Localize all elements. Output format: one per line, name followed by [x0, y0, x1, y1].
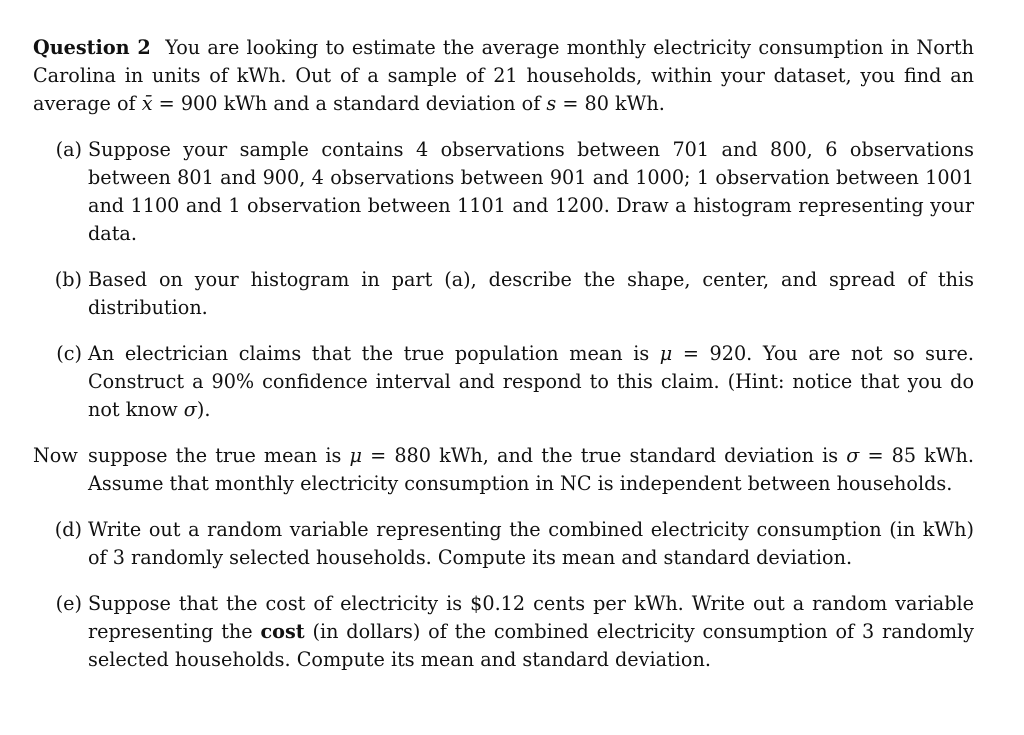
part-b-label: (b) [54, 268, 82, 291]
now-sigma-symbol: σ [846, 444, 860, 467]
now-label: Now [33, 444, 78, 467]
question-label: Question 2 [33, 36, 151, 59]
now-mu-symbol: μ [349, 444, 362, 467]
xbar-symbol: x̄ [141, 92, 153, 115]
part-d-label: (d) [54, 518, 82, 541]
intro-text-2: = 900 kWh and a standard deviation of [152, 92, 547, 115]
question-intro [33, 34, 974, 118]
part-e-label: (e) [55, 592, 82, 615]
part-e [33, 590, 974, 674]
part-c-mu-symbol: μ [659, 342, 673, 365]
part-b [33, 266, 974, 322]
now-text [88, 442, 974, 498]
part-e-bold-word: cost [260, 620, 305, 643]
document-page [33, 34, 974, 692]
now-text-3: = 85 kWh. Assume that monthly electricity consumption in NC is independent between households. [88, 444, 974, 495]
part-a-label: (a) [55, 138, 82, 161]
now-text-2: = 880 kWh, and the true standard deviation is [362, 444, 847, 467]
s-symbol: s [546, 92, 557, 115]
part-c-sigma-symbol: σ [183, 398, 197, 421]
part-a [33, 136, 974, 248]
part-d [33, 516, 974, 572]
part-c [33, 340, 974, 424]
part-c-text-3: ). [196, 398, 211, 421]
part-c-text-1: An electrician claims that the true population mean is [88, 342, 660, 365]
part-e-text-1: Suppose that the cost of electricity is $0.12 cents per kWh. Write out a random variable representing the [88, 592, 974, 643]
now-statement [33, 442, 974, 498]
part-d-text: Write out a random variable representing the combined electricity consumption (in kWh) of 3 randomly selected households. Compute its mean and standard deviation. [88, 518, 974, 569]
now-text-1: suppose the true mean is [88, 444, 350, 467]
intro-text-3: = 80 kWh. [556, 92, 665, 115]
part-a-text: Suppose your sample contains 4 observations between 701 and 800, 6 observations between 801 and 900, 4 observations between 901 and 1000; 1 observation between 1001 and 1100 and 1 observation between 1101 and 1200. Draw a histogram representing your data. [88, 138, 974, 245]
intro-text-1: You are looking to estimate the average monthly electricity consumption in North Carolina in units of kWh. Out of a sample of 21 households, within your dataset, you find an average of [33, 36, 974, 115]
part-b-text: Based on your histogram in part (a), describe the shape, center, and spread of this distribution. [88, 268, 974, 319]
question-parts-list [33, 136, 974, 674]
part-e-text [88, 590, 974, 674]
part-c-text-2: = 920. You are not so sure. Construct a 90% confidence interval and respond to this claim. (Hint: notice that you do not know [88, 342, 975, 421]
part-e-text-2: (in dollars) of the combined electricity consumption of 3 randomly selected households. Compute its mean and standard deviation. [88, 620, 974, 671]
part-c-text [88, 340, 974, 424]
part-c-label: (c) [56, 342, 82, 365]
